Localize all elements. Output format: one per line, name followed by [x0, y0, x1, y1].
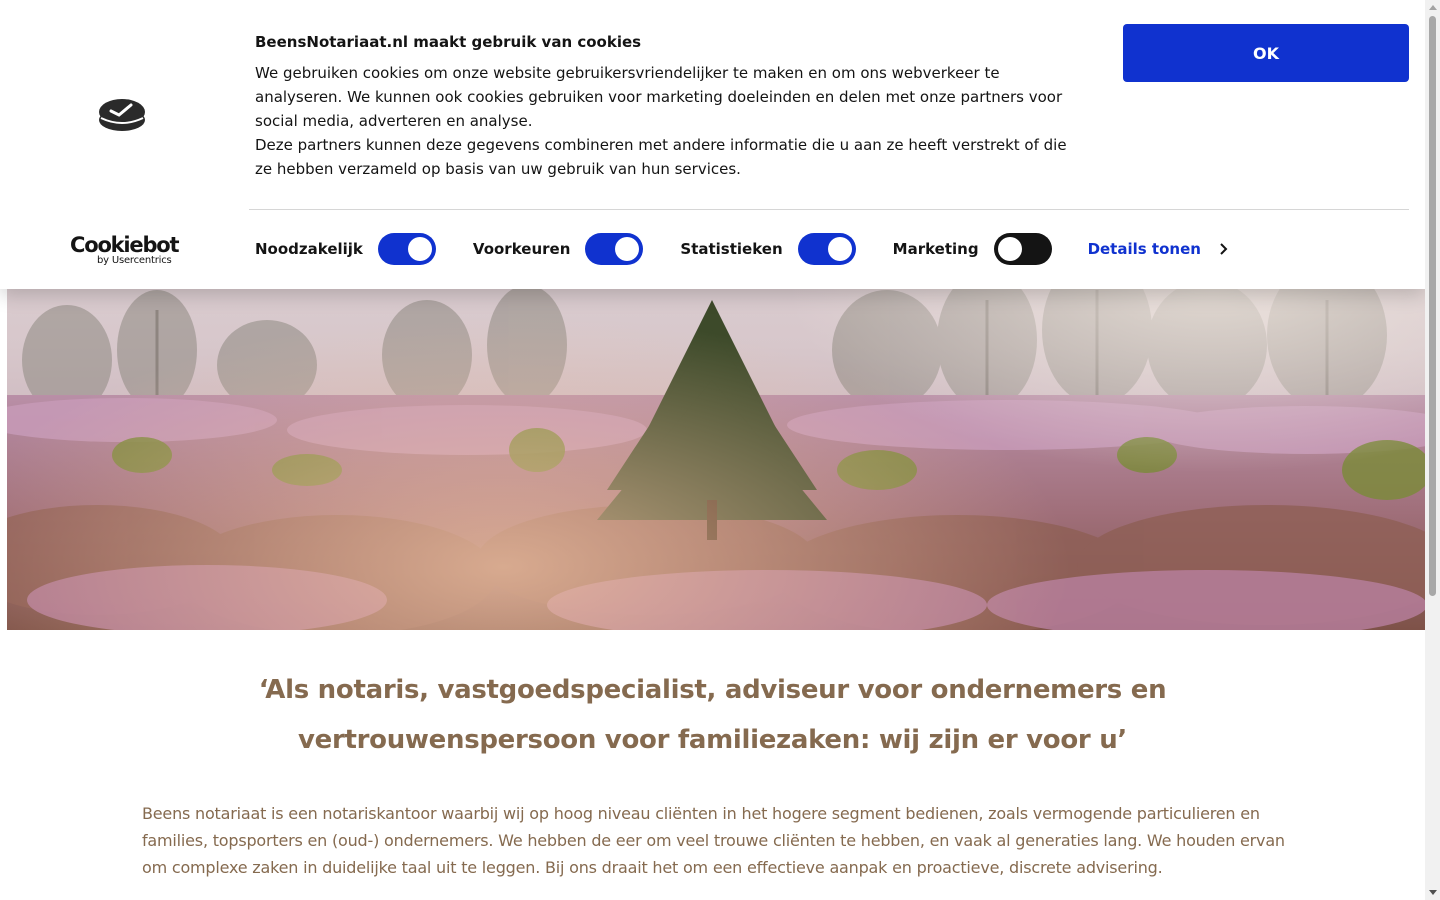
ok-button[interactable]: OK [1123, 24, 1409, 82]
cookiebot-logo[interactable] [70, 234, 180, 266]
scrollbar[interactable] [1425, 0, 1440, 900]
toggle-label-necessary: Noodzakelijk [255, 240, 363, 258]
quote-line: vertrouwenspersoon voor familiezaken: wij zijn er voor u’ [298, 725, 1127, 755]
toggle-preferences[interactable] [585, 233, 643, 265]
consent-toggles [255, 232, 1229, 266]
toggle-knob [615, 237, 639, 261]
toggle-knob [408, 237, 432, 261]
cookiebot-logo-subtitle: by Usercentrics [97, 255, 172, 266]
toggle-necessary[interactable] [378, 233, 436, 265]
cookie-banner-text [255, 61, 1085, 181]
toggle-knob [998, 237, 1022, 261]
toggle-marketing[interactable] [994, 233, 1052, 265]
hero-quote [140, 665, 1285, 765]
site-logo-icon [97, 94, 147, 134]
show-details-label: Details tonen [1087, 240, 1201, 258]
consent-statistics [680, 233, 855, 265]
toggle-label-statistics: Statistieken [680, 240, 783, 258]
cookie-consent-banner [0, 0, 1425, 289]
quote-line: ‘Als notaris, vastgoedspecialist, adviseur voor ondernemers en [258, 675, 1167, 705]
cookie-banner-paragraph: We gebruiken cookies om onze website gebruikersvriendelijker te maken en om ons webverkeer te analyseren. We kunnen ook cookies gebruiken voor marketing doeleinden en delen met onze partners voor social media, adverteren en analyse. [255, 64, 1063, 130]
cookiebot-logo-word: Cookiebot [70, 233, 179, 257]
scroll-up-icon[interactable] [1429, 5, 1437, 10]
intro-paragraph: Beens notariaat is een notariskantoor waarbij wij op hoog niveau cliënten in het hogere segment bedienen, zoals vermogende particulieren en families, topsporters en (oud-) ondernemers. We hebben de eer om veel trouwe cliënten te hebben, en vaak al generaties lang. We houden ervan om complexe zaken in duidelijke taal uit te leggen. Bij ons draait het om een effectieve aanpak en proactieve, discrete advisering. [142, 804, 1285, 877]
cookie-banner-title: BeensNotariaat.nl maakt gebruik van cookies [255, 33, 642, 51]
chevron-right-icon [1219, 242, 1229, 256]
cookie-banner-paragraph: Deze partners kunnen deze gegevens combineren met andere informatie die u aan ze heeft verstrekt of die ze hebben verzameld op basis van uw gebruik van hun services. [255, 136, 1067, 178]
show-details-link[interactable] [1088, 240, 1229, 258]
consent-necessary [255, 233, 436, 265]
toggle-label-marketing: Marketing [892, 240, 979, 258]
toggle-label-preferences: Voorkeuren [472, 240, 571, 258]
scroll-down-icon[interactable] [1429, 890, 1437, 895]
divider [249, 209, 1409, 210]
consent-preferences [473, 233, 643, 265]
scrollbar-thumb[interactable] [1429, 16, 1436, 596]
toggle-knob [828, 237, 852, 261]
toggle-statistics[interactable] [798, 233, 856, 265]
consent-marketing [893, 233, 1052, 265]
